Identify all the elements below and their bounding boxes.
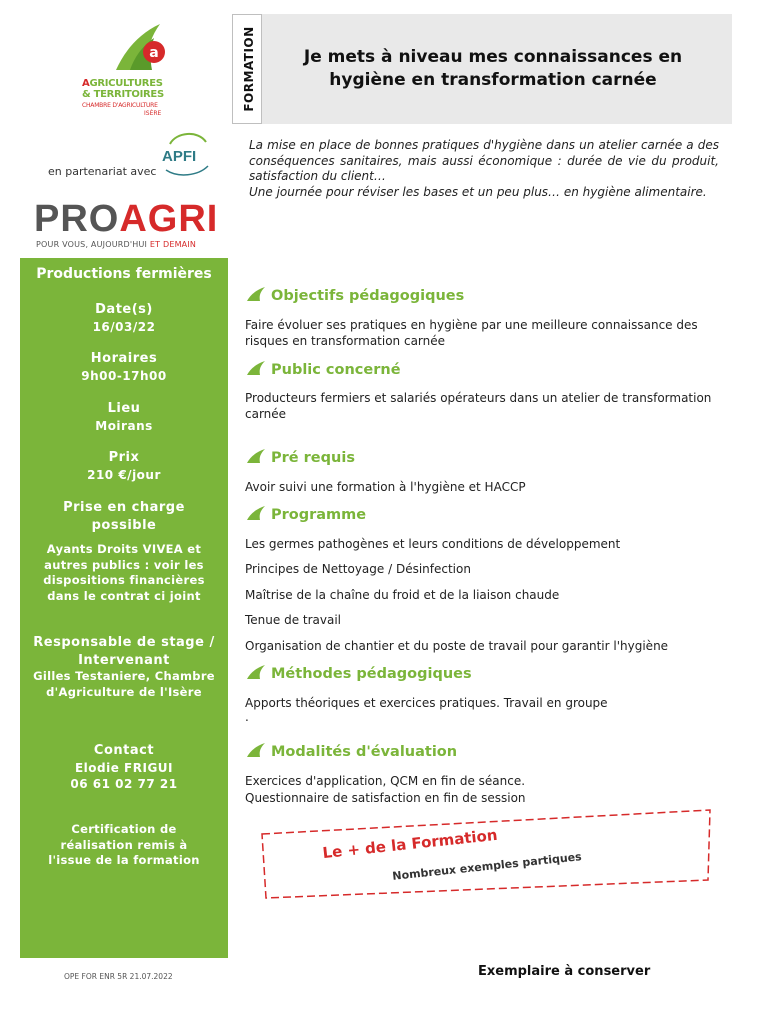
programme-heading: Programme <box>246 506 366 523</box>
evaluation-line-1: Exercices d'application, QCM en fin de séance. <box>245 774 526 788</box>
contact-phone[interactable]: 06 61 02 77 21 <box>70 777 178 791</box>
leaf-bullet-icon <box>246 449 266 463</box>
intro-paragraph-2: Une journée pour réviser les bases et un peu plus… en hygiène alimentaire. <box>249 184 707 199</box>
intro-paragraph-1: La mise en place de bonnes pratiques d'hygiène dans un atelier carnée a des conséquences sanitaires, mais aussi économique : durée de vie du produit, satisfaction du client… <box>249 138 719 184</box>
lieu-value: Moirans <box>95 419 153 433</box>
objectifs-heading: Objectifs pédagogiques <box>246 287 464 304</box>
dates-value: 16/03/22 <box>92 320 156 334</box>
public-heading: Public concerné <box>246 361 401 378</box>
leaf-bullet-icon <box>246 361 266 375</box>
apfi-logo <box>160 128 212 178</box>
prerequis-text: Avoir suivi une formation à l'hygiène et HACCP <box>245 480 526 494</box>
programme-item: Principes de Nettoyage / Désinfection <box>245 562 471 576</box>
programme-item: Organisation de chantier et du poste de travail pour garantir l'hygiène <box>245 639 669 653</box>
methodes-text: Apports théoriques et exercices pratiques. Travail en groupe <box>245 696 608 710</box>
svg-text:a: a <box>149 45 159 61</box>
lieu-label: Lieu <box>107 401 141 416</box>
evaluation-heading: Modalités d'évaluation <box>246 743 457 760</box>
dates-label: Date(s) <box>95 302 153 317</box>
proagri-tagline: POUR VOUS, AUJOURD'HUI ET DEMAIN <box>36 240 197 249</box>
exemplaire-a-conserver: Exemplaire à conserver <box>478 964 651 979</box>
logo-line-4: ISÈRE <box>144 110 162 117</box>
document-reference: OPE FOR ENR 5R 21.07.2022 <box>64 972 173 981</box>
programme-item: Tenue de travail <box>245 613 342 627</box>
logo-line-2: & TERRITOIRES <box>82 89 164 100</box>
prise-en-charge-label: Prise en charge possible <box>63 500 185 533</box>
contact-label: Contact <box>93 743 155 758</box>
apfi-logo-text: APFI <box>162 148 197 165</box>
objectifs-text: Faire évoluer ses pratiques en hygiène par une meilleure connaissance des risques en transformation carnée <box>245 318 698 349</box>
leaf-bullet-icon <box>246 665 266 679</box>
evaluation-line-2: Questionnaire de satisfaction en fin de session <box>245 791 526 805</box>
page-title: Je mets à niveau mes connaissances en hygiène en transformation carnée <box>303 47 683 90</box>
logo-line-1: AGRICULTURES <box>82 78 163 89</box>
programme-item: Les germes pathogènes et leurs conditions de développement <box>245 537 621 551</box>
stamp-subtitle: Nombreux exemples partiques <box>391 850 583 883</box>
proagri-logo: PROAGRI <box>34 198 219 240</box>
leaf-bullet-icon <box>246 743 266 757</box>
horaires-label: Horaires <box>90 351 158 366</box>
logo-line-3: CHAMBRE D'AGRICULTURE <box>82 102 158 109</box>
info-sidebar <box>20 258 228 958</box>
contact-name: Elodie FRIGUI <box>74 761 174 775</box>
methodes-heading: Méthodes pédagogiques <box>246 665 472 682</box>
methodes-dot: . <box>245 710 249 724</box>
programme-item: Maîtrise de la chaîne du froid et de la liaison chaude <box>245 588 560 602</box>
responsable-label: Responsable de stage / Intervenant <box>33 635 215 668</box>
agricultures-territoires-logo <box>80 22 200 122</box>
public-text: Producteurs fermiers et salariés opérateurs dans un atelier de transformation carnée <box>245 391 712 422</box>
prix-label: Prix <box>108 450 140 465</box>
sidebar-title: Productions fermières <box>36 266 212 282</box>
prix-value: 210 €/jour <box>87 468 161 482</box>
formation-label: FORMATION <box>242 26 256 112</box>
responsable-value: Gilles Testaniere, Chambre d'Agriculture de l'Isère <box>33 669 215 699</box>
stamp-title: Le + de la Formation <box>321 825 499 863</box>
partner-text: en partenariat avec <box>48 165 157 178</box>
leaf-bullet-icon <box>246 506 266 520</box>
prerequis-heading: Pré requis <box>246 449 355 466</box>
certification-text: Certification de réalisation remis à l'issue de la formation <box>48 822 200 868</box>
horaires-value: 9h00-17h00 <box>81 369 167 383</box>
leaf-bullet-icon <box>246 287 266 301</box>
prise-en-charge-text: Ayants Droits VIVEA et autres publics : voir les dispositions financières dans le contrat ci joint <box>43 542 205 603</box>
chambre-agriculture-mark-icon <box>110 22 172 74</box>
intro-text <box>249 138 719 200</box>
